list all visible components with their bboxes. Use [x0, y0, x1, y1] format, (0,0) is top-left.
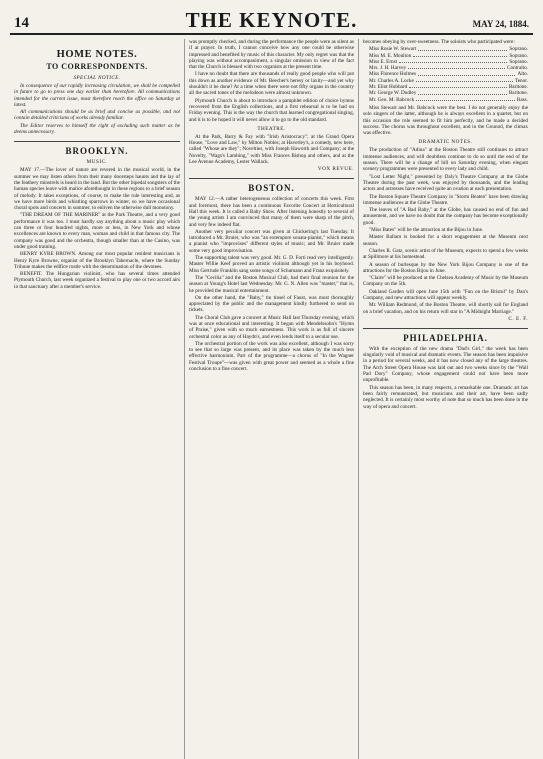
philadelphia-title: PHILADELPHIA.: [363, 328, 528, 343]
boston-paragraph: The orchestral portion of the work was also excellent, although I was sorry to see that so large was present, and its place was taken by the much less effective harmonium. Part of the programme—a chorus of "In the Wagner Festival Troupe"—was given with great power and seemed as a whole a fine conclusion to a fine concert.: [189, 340, 354, 373]
list-item: Miss M. E. Moulton Soprano.: [369, 52, 528, 59]
page-number: 14: [14, 15, 29, 31]
notice-paragraph: The Editor reserves to himself the right of excluding such matter as he deems unnecessary.: [14, 122, 180, 136]
boston-paragraph: MAY 12.—A rather heterogeneous collection of concerts this week. First and foremost, there has been a continuous Favorite Concert at Horticultural Hall this week. It is called a Baby Show. After listening honestly to several of the young artists I am convinced that many of them were sharp of the pitch, and very few indeed flat.: [189, 196, 354, 228]
issue-date: MAY 24, 1884.: [472, 19, 529, 29]
dramatic-notes-head: DRAMATIC NOTES.: [418, 139, 473, 146]
brooklyn-paragraph: BENEFIT. The Hungarian violinist, who has several times attended Plymouth Church, last week organized a festival to play one or two accord airs in that sanctuary after a member's service.: [14, 271, 180, 290]
dramatic-paragraph: "Lost Letter Night," presented by Daly's Theatre Company at the Globe Theatre during the past week, was enjoyed by thousands, and the leading actors and actresses have received quite an ovation at each presentation.: [363, 173, 528, 193]
dramatic-paragraph: The leaves of "A Bad Baby," at the Globe, has caused no end of fun and amusement, and we have no doubt that the company has become exceptionally good.: [363, 207, 528, 226]
brief-item: "Claire" will be produced at the Chelsea Academy of Music by the Museum Company on the 5th.: [363, 275, 528, 288]
brief-item: Oakland Garden will open June 15th with "Fun on the Bristol" by Dan's Company, and new attractions will appear weekly.: [363, 288, 528, 301]
list-item: Miss Rosie W. Stewart Soprano.: [369, 46, 528, 53]
brief-item: "Miss Bates" will be the attraction at the Bijou in June.: [369, 227, 484, 234]
boston-paragraph: The "Cecilia" and the Boston Musical Club, had their final reunion for the season at Young's Hotel last Wednesday. Mr. G. N. Allen was "master," that is, he provided the musical entertainment.: [189, 274, 354, 294]
brooklyn-paragraph: I have no doubt that there are thousands of really good people who will put this down as another evidence of Mr. Beecher's heresy or laxity—and yet why shouldn't it be done? At a time when there were not fifty organs in the country all the sacred tones of the melodeon were almost unknown.: [189, 71, 354, 97]
soloists-intro: becomes obeying by over-sweetness. The soloists who participated were:: [363, 39, 515, 45]
philadelphia-paragraph: This season has been, in many respects, a remarkable one. Dramatic art has been fairly remunerated, but musicians and their art, have been sadly neglected. It is certainly most worthy of note that so much has been done in the way of opera and concert.: [363, 384, 528, 410]
brooklyn-paragraph: HENRY KYRE BROWN. Among our most popular resident musicians is Henry Kyre Browne, organist of the Brooklyn Tabernacle, where the Sunday Tribune makes the edifice rustle with the denomination of the devotees.: [14, 251, 180, 270]
boston-paragraph: The Choral Club gave a concert at Music Hall last Thursday evening, which was at once educational and interesting. It began with Mendelssohn's "Hymn of Praise," given with so much earnestness. This work is as full of sincere orchestral color as any of Haydn's, and even lends itself to a secular use.: [189, 314, 354, 340]
list-item: Mr. Charles A. Locke Tenor.: [369, 77, 528, 84]
list-item: Mr. Eliot Hubbard Baritone.: [369, 84, 528, 91]
newspaper-title: THE KEYNOTE.: [185, 8, 358, 32]
brooklyn-paragraph: At the Park, Barry & Fay with "Irish Aristocracy"; at the Grand Opera House, "Love and Law," by Milton Nobles; at Haverley's, a comedy, new here, called "Whose are they"; Novelties, with Joseph Haworth and Company; at the Novelty, "Wags's Lambing," with Miss Frances Bishop and others, and at the Lee Avenue Academy, Lester Wallack.: [189, 133, 354, 166]
dramatic-paragraph: The Boston Square Theatre Company in "Storm Beaten" have been drawing immense audiences at the Globe Theatre.: [363, 193, 528, 206]
brooklyn-signoff: VOX REVUE.: [317, 166, 354, 173]
theatre-head: THEATRE.: [257, 125, 286, 132]
brief-item: Master Ballam is booked for a short engagement at the Museum next season.: [363, 234, 528, 247]
boston-paragraph: The supporting talent was very good. Mr. G. D. Forti read very intelligently. Master Willie Keef proved an artistic violinist although yet in his boyhood. Miss Gertrude Franklin sang some songs of Schumann and Franz exquisitely.: [189, 255, 354, 274]
special-notice-title: SPECIAL NOTICE.: [73, 75, 121, 81]
home-notes-title: HOME NOTES.: [56, 49, 138, 60]
list-item: Miss Florence Holmes Alto.: [369, 71, 528, 78]
brief-item: Charles R. Gatz, scenic artist of the Museum, expects to spend a few weeks at Spillmore at his homestead.: [363, 247, 528, 261]
boston-paragraph: On the other hand, the "Baby," tin tinsel of Faust, was most thoroughly appreciated by the public and the management kindly furthered to send on tickets.: [189, 294, 354, 314]
list-item: Mrs. J. H. Harvey Contralto.: [369, 65, 528, 72]
brief-item: A season of burlesque by the New York Bijou Company is one of the attractions for the Boston Bijou in June.: [363, 261, 528, 274]
brooklyn-paragraph: MAY 17.—The lover of nature are revered in the musical world, in the summer we may listen others from their many doorsteps haunts and the lay of the feathery minstrels is heard in the land. But the other bipedal songsters of the human species leave with malice aforethought in these regions to a brief season of melody. It takes exceptions, of course, to make the rule interesting and, as we have more birds and whistling sparrows in winter, so we have occasional choral spots and concerts in summer, to enliven the otherwise dull monotony.: [14, 167, 180, 212]
brooklyn-paragraph: "THE DREAM OF THE MARINER" at the Park Theatre, and a very good performance it was too. I must hardly say anything about a music play which can three or four hundred nights, more or less, in New York and whose excellences are known to every man, woman and child in that famous city. The company was good and the orchestra, though smaller than at the Casino, was under good training.: [14, 212, 180, 250]
list-item: Mr. Geo. M. Babcock Bass.: [369, 96, 528, 103]
boston-signoff: C. E. F.: [508, 315, 528, 322]
masthead: [10, 6, 533, 35]
boston-paragraph: Miss Stewart and Mr. Babcock were the best. I do not generally enjoy the solo singers of the latter, although he is always excellent in a quartet, but on this occasion the role seemed to fit him perfectly, and he made a decided success. The chorus was throughout excellent, and in the Gounod, the climax was effective.: [363, 104, 528, 137]
correspondents-title: TO CORRESPONDENTS.: [46, 62, 148, 71]
philadelphia-paragraph: With the exception of the new drama "Dad's Girl," the week has been singularly void of musical and dramatic events. The season has been impulsive in a period for several weeks, and it has now closed any of the large theatres. The Arch Street Opera House was laid out and two weeks since by the "Wall Pad Dory" Company, whose engagement could not have been more unprofitable.: [363, 345, 528, 384]
dramatic-paragraph: The production of "Adina" at the Boston Theatre still continues to attract immense audiences, and will doubtless continue to do so until the end of the season. There will be a change of bill on Saturday evening, when elegant scenery programmes were presented to every lady and child.: [363, 147, 528, 173]
notice-paragraph: In consequence of our rapidly increasing circulation, we shall be compelled in future to go to press one day earlier than heretofore. All communications intended for the current issue, must therefore reach the office on Saturday at latest.: [14, 83, 180, 108]
notice-paragraph: All communications should be as brief and concise as possible, and not contain detailed criticisms of works already familiar.: [14, 109, 180, 122]
brooklyn-subhead: MUSIC.: [86, 159, 108, 166]
column-3: [358, 39, 532, 759]
column-1: [10, 39, 184, 759]
list-item: Miss E. Ernst Soprano.: [369, 58, 528, 65]
column-2: [184, 39, 358, 759]
columns: [10, 39, 533, 759]
brooklyn-title: BROOKLYN.: [14, 141, 180, 156]
soloists-list: [369, 46, 528, 103]
brooklyn-paragraph: was promptly checked, and during the performance the people were as silent as if at prayer. In truth, I cannot conceive how any one could be otherwise impressed and benefited by music of this character. My only regret was that the playing was without accompaniment, a singular omission in view of the fact that the Church is blessed with two organists at the present time.: [189, 39, 354, 71]
brooklyn-paragraph: Plymouth Church is about to introduce a pamphlet edition of choice hymns recovered from the English collections, and a first rehearsal is to be had on Friday evening. This is the way the church that learned congregational singing, and it is to be hoped it will never allow it to go to the old standard.: [189, 97, 354, 123]
boston-paragraph: Another very peculiar concert was given at Chickering's last Tuesday. It introduced a Mr. Bruier, who was "an extempore sonata-pianist," which means a pianist who "improvises" different styles of music; and Mr. Bruier made some very good improvisation.: [189, 228, 354, 254]
brief-item: Mr. William Redmund, of the Boston Theatre, will shortly sail for England on a brief vacation, and on his return will star in "A Midnight Marriage.": [363, 302, 528, 315]
boston-title: BOSTON.: [189, 178, 354, 193]
list-item: Mr. George W. Dudley Baritone.: [369, 90, 528, 97]
